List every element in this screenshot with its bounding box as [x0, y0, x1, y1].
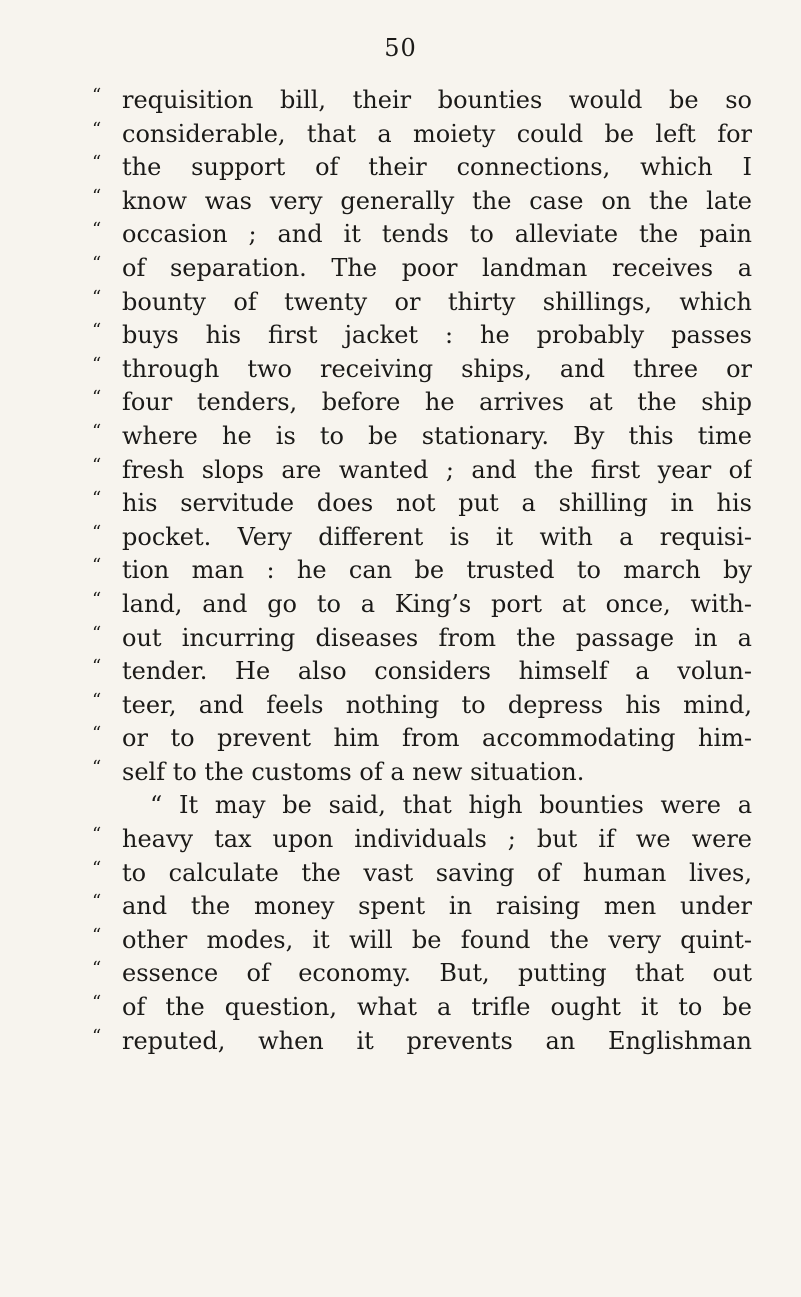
line-text: land, and go to a King’s port at once, with-: [122, 589, 752, 618]
text-line: [92, 521, 752, 555]
quote-mark: “: [92, 588, 102, 610]
quote-mark: “: [92, 622, 102, 644]
line-text: of the question, what a trifle ought it to be: [122, 993, 752, 1022]
text-line: [92, 118, 752, 152]
line-text: tender. He also considers himself a volun-: [122, 657, 752, 686]
line-text: four tenders, before he arrives at the ship: [122, 388, 752, 417]
quote-mark: “: [92, 387, 102, 409]
text-line: [92, 151, 752, 185]
text-line: [92, 890, 752, 924]
line-text: his servitude does not put a shilling in his: [122, 489, 752, 518]
text-line: [92, 218, 752, 252]
text-line: [92, 84, 752, 118]
quote-mark: “: [92, 992, 102, 1014]
quote-mark: “: [92, 924, 102, 946]
text-line: [92, 991, 752, 1025]
quote-mark: “: [92, 555, 102, 577]
line-text: bounty of twenty or thirty shillings, which: [122, 287, 752, 316]
quote-mark: “: [92, 1025, 102, 1047]
line-text: requisition bill, their bounties would be so: [122, 86, 752, 114]
text-line: [92, 386, 752, 420]
quote-mark: “: [92, 488, 102, 510]
text-line: [92, 454, 752, 488]
text-line: [92, 554, 752, 588]
line-text: tion man : he can be trusted to march by: [122, 556, 752, 585]
line-text: and the money spent in raising men under: [122, 892, 752, 921]
text-line: [92, 957, 752, 991]
quote-mark: “: [92, 252, 102, 274]
text-line: [92, 622, 752, 656]
text-line: [92, 924, 752, 958]
text-line: [92, 1025, 752, 1059]
text-line: [92, 857, 752, 891]
quote-mark: “: [92, 958, 102, 980]
quote-mark: “: [92, 353, 102, 375]
quote-mark: “: [92, 723, 102, 745]
line-text: self to the customs of a new situation.: [122, 757, 585, 786]
quote-mark: “: [92, 454, 102, 476]
line-text: to calculate the vast saving of human lives,: [122, 858, 752, 887]
text-line: [92, 420, 752, 454]
quote-mark: “: [92, 521, 102, 543]
body-text: [92, 84, 752, 1058]
quote-mark: “: [92, 824, 102, 846]
quote-mark: “: [92, 320, 102, 342]
page-number: 50: [384, 34, 417, 62]
line-text: through two receiving ships, and three or: [122, 354, 752, 383]
quote-mark: “: [92, 689, 102, 711]
text-line: [92, 789, 752, 823]
line-text: considerable, that a moiety could be left for: [122, 119, 752, 148]
text-line: [92, 185, 752, 219]
line-text: pocket. Very different is it with a requisi-: [122, 522, 752, 551]
line-text: where he is to be stationary. By this time: [122, 421, 752, 450]
quote-mark: “: [92, 756, 102, 778]
quote-mark: “: [92, 420, 102, 442]
line-text: out incurring diseases from the passage in a: [122, 623, 752, 652]
text-line: [92, 286, 752, 320]
text-line: [92, 655, 752, 689]
quote-mark: “: [92, 152, 102, 174]
text-line: [92, 823, 752, 857]
quote-mark: “: [92, 219, 102, 241]
text-line: [92, 756, 752, 790]
line-text: buys his first jacket : he probably passes: [122, 321, 752, 350]
line-text: the support of their connections, which I: [122, 153, 752, 182]
text-line: [92, 722, 752, 756]
quote-mark: “: [92, 656, 102, 678]
line-text: essence of economy. But, putting that out: [122, 959, 752, 988]
text-line: [92, 319, 752, 353]
quote-mark: [92, 784, 122, 818]
line-text: fresh slops are wanted ; and the first year of: [122, 455, 752, 484]
line-text: know was very generally the case on the late: [122, 186, 752, 215]
line-text: “ It may be said, that high bounties were a: [150, 791, 752, 820]
text-line: [92, 252, 752, 286]
quote-mark: “: [92, 857, 102, 879]
line-text: other modes, it will be found the very quint-: [122, 925, 752, 954]
text-line: [92, 487, 752, 521]
quote-mark: “: [92, 286, 102, 308]
text-line: [92, 353, 752, 387]
line-text: occasion ; and it tends to alleviate the pain: [122, 220, 752, 249]
line-text: or to prevent him from accommodating him-: [122, 724, 752, 753]
line-text: reputed, when it prevents an Englishman: [122, 1026, 752, 1055]
line-text: heavy tax upon individuals ; but if we were: [122, 825, 752, 854]
quote-mark: “: [92, 891, 102, 913]
quote-mark: “: [92, 185, 102, 207]
text-line: [92, 588, 752, 622]
text-line: [92, 689, 752, 723]
line-text: of separation. The poor landman receives a: [122, 253, 752, 282]
quote-mark: “: [92, 118, 102, 140]
line-text: teer, and feels nothing to depress his mind,: [122, 690, 752, 719]
quote-mark: “: [92, 85, 102, 106]
